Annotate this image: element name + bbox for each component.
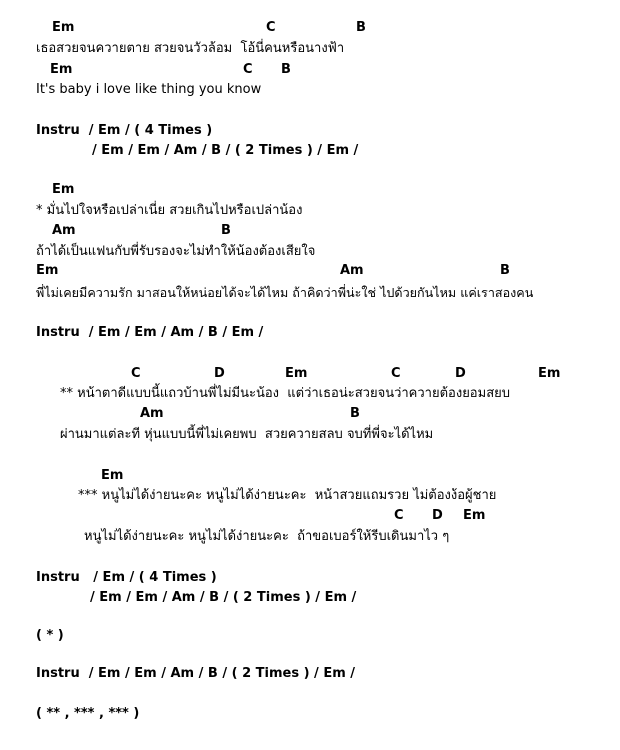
chord-label: B (356, 20, 366, 35)
chord-line (0, 508, 620, 524)
chord-label: B (221, 223, 231, 238)
chord-label: C (394, 508, 404, 523)
chord-label: D (455, 366, 466, 381)
chord-label: Em (52, 20, 75, 35)
chord-label: C (266, 20, 276, 35)
chord-label: B (350, 406, 360, 421)
lyric-line: หนูไม่ได้ง่ายนะคะ หนูไม่ได้ง่ายนะคะ ถ้าขอเบอร์ให้รีบเดินมาไว ๆ (84, 529, 450, 544)
instrumental-line: Instru / Em / Em / Am / B / Em / (36, 325, 264, 340)
chord-label: B (281, 62, 291, 77)
instrumental-line: / Em / Em / Am / B / ( 2 Times ) / Em / (92, 143, 359, 158)
chord-line (0, 366, 620, 382)
chord-label: Em (538, 366, 561, 381)
chord-line (0, 468, 620, 484)
chord-label: Am (52, 223, 76, 238)
chord-line (0, 20, 620, 36)
chord-line (0, 406, 620, 422)
lyric-line: ** หน้าตาดีแบบนี้แถวบ้านพี่ไม่มีนะน้อง แต่ว่าเธอน่ะสวยจนว่าควายต้องยอมสยบ (60, 386, 510, 401)
chord-line (0, 263, 620, 279)
instrumental-line: / Em / Em / Am / B / ( 2 Times ) / Em / (90, 590, 357, 605)
lyric-line: * มั่นไปใจหรือเปล่าเนี่ย สวยเกินไปหรือเปล่าน้อง (36, 203, 303, 218)
chord-label: Em (36, 263, 59, 278)
chord-line (0, 182, 620, 198)
chord-label: C (391, 366, 401, 381)
instrumental-line: Instru / Em / ( 4 Times ) (36, 123, 213, 138)
instrumental-line: Instru / Em / ( 4 Times ) (36, 570, 217, 585)
chord-label: Em (52, 182, 75, 197)
chord-label: D (432, 508, 443, 523)
lyric-line: พี่ไม่เคยมีความรัก มาสอนให้หน่อยได้จะได้ไหม ถ้าคิดว่าพี่น่ะใช่ ไปด้วยกันไหม แค่เราสองคน (36, 285, 534, 300)
chord-label: Em (50, 62, 73, 77)
chord-line (0, 62, 620, 78)
lyric-line: เธอสวยจนควายตาย สวยจนวัวล้อม โอ้นี่คนหรือนางฟ้า (36, 41, 345, 56)
chord-label: B (500, 263, 510, 278)
chord-label: Am (340, 263, 364, 278)
lyric-line: ถ้าได้เป็นแฟนกับพี่รับรองจะไม่ทำให้น้องต้องเสียใจ (36, 244, 316, 259)
lyric-line: ผ่านมาแต่ละที หุ่นแบบนี้พี่ไม่เคยพบ สวยควายสลบ จบที่พี่จะได้ไหม (60, 427, 434, 442)
chord-line (0, 223, 620, 239)
repeat-marker: ( ** , *** , *** ) (36, 706, 140, 721)
chord-label: C (131, 366, 141, 381)
lyric-line: *** หนูไม่ได้ง่ายนะคะ หนูไม่ได้ง่ายนะคะ หน้าสวยแถมรวย ไม่ต้องง้อผู้ชาย (78, 488, 497, 503)
chord-label: D (214, 366, 225, 381)
chord-label: Em (463, 508, 486, 523)
instrumental-line: Instru / Em / Em / Am / B / ( 2 Times ) / Em / (36, 666, 356, 681)
repeat-marker: ( * ) (36, 628, 64, 643)
chord-label: Em (285, 366, 308, 381)
chord-label: Am (140, 406, 164, 421)
lyric-line: It's baby i love like thing you know (36, 82, 262, 97)
chord-label: Em (101, 468, 124, 483)
chord-label: C (243, 62, 253, 77)
